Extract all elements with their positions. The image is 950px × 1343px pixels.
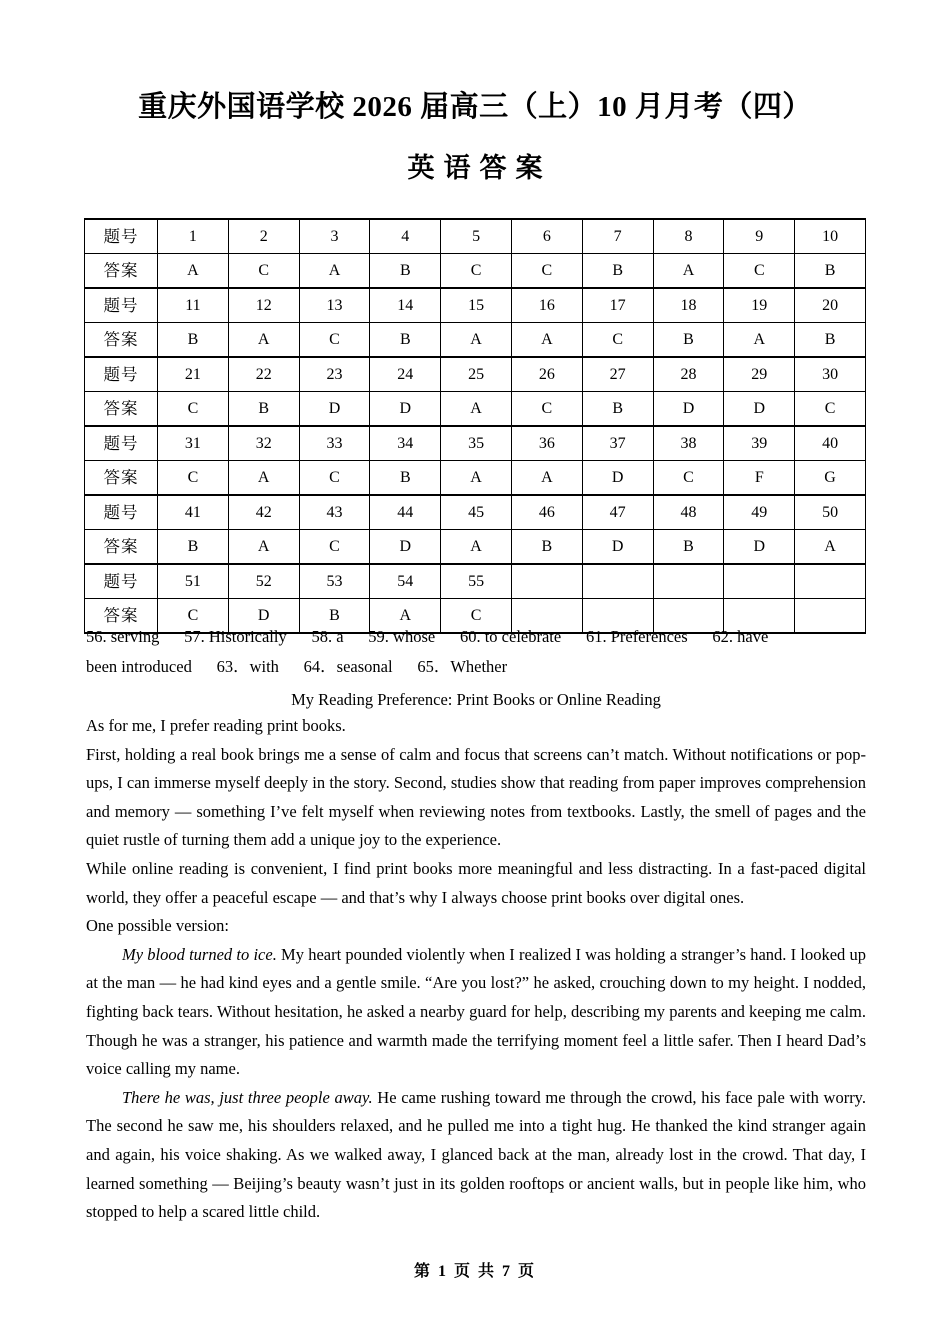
page-title: 重庆外国语学校 2026 届高三（上）10 月月考（四） — [138, 91, 812, 123]
table-row — [85, 495, 866, 530]
essay-paragraph: One possible version: — [86, 916, 229, 936]
answer-label-cell: 答案 — [85, 323, 158, 358]
fill-in-answers-line-1: 56. serving 57. Historically 58. a 59. whose 60. to celebrate 61. Preferences 62. have — [86, 627, 769, 646]
answer-value-cell: A — [158, 254, 229, 289]
answer-value-cell: C — [299, 530, 370, 565]
question-number-cell: 12 — [228, 288, 299, 323]
answer-value-cell: B — [228, 392, 299, 427]
question-number-cell: 13 — [299, 288, 370, 323]
table-row — [85, 357, 866, 392]
answer-label-cell: 答案 — [85, 599, 158, 634]
answer-value-cell: C — [158, 461, 229, 496]
answer-value-cell: G — [795, 461, 866, 496]
answer-value-cell: A — [795, 530, 866, 565]
table-row — [85, 323, 866, 358]
answer-value-cell: C — [724, 254, 795, 289]
answer-value-cell: C — [158, 599, 229, 634]
question-number-cell: 25 — [441, 357, 512, 392]
answer-value-cell: C — [511, 254, 582, 289]
answer-value-cell: A — [441, 323, 512, 358]
continuation-paragraph-1 — [86, 941, 866, 1084]
question-number-cell: 2 — [228, 219, 299, 254]
answer-value-cell: B — [370, 254, 441, 289]
question-number-cell: 36 — [511, 426, 582, 461]
question-label-cell: 题号 — [85, 495, 158, 530]
answer-value-cell: C — [582, 323, 653, 358]
question-number-cell: 17 — [582, 288, 653, 323]
answer-value-cell: A — [228, 530, 299, 565]
question-number-cell: 5 — [441, 219, 512, 254]
question-number-cell: 6 — [511, 219, 582, 254]
question-number-cell: 29 — [724, 357, 795, 392]
answer-value-cell: B — [158, 323, 229, 358]
essay-body — [86, 712, 866, 1227]
answer-value-cell: A — [653, 254, 724, 289]
question-number-cell: 22 — [228, 357, 299, 392]
question-number-cell: 26 — [511, 357, 582, 392]
answer-value-cell: A — [511, 461, 582, 496]
answer-value-cell: D — [299, 392, 370, 427]
question-number-cell: 54 — [370, 564, 441, 599]
question-number-cell: 32 — [228, 426, 299, 461]
question-number-cell: 1 — [158, 219, 229, 254]
question-number-cell: 55 — [441, 564, 512, 599]
continuation-italic-lead-1: My blood turned to ice. — [122, 944, 277, 964]
table-row — [85, 219, 866, 254]
answer-value-cell: B — [582, 392, 653, 427]
question-number-cell: 16 — [511, 288, 582, 323]
answer-value-cell: B — [511, 530, 582, 565]
answer-value-cell: D — [724, 392, 795, 427]
continuation-text-1: My heart pounded violently when I realized I was holding a stranger’s hand. I looked up at the man — he had kind eyes and a gentle smile. “Are you lost?” he asked, crouching down to my height. I nodded, fighting back tears. Without hesitation, he asked a nearby guard for help, describing my parents and keeping me calm. Though he was a stranger, his patience and warmth made the terrifying moment feel a little safer. Then I heard Dad’s voice calling my name. — [86, 944, 866, 1079]
answer-value-cell: C — [158, 392, 229, 427]
question-label-cell: 题号 — [85, 288, 158, 323]
answer-value-cell: A — [370, 599, 441, 634]
question-number-cell: 27 — [582, 357, 653, 392]
question-number-cell: 10 — [795, 219, 866, 254]
answer-key-table — [84, 218, 866, 634]
answer-value-cell: A — [441, 461, 512, 496]
question-number-cell: 45 — [441, 495, 512, 530]
question-number-cell — [653, 564, 724, 599]
answer-value-cell: C — [228, 254, 299, 289]
table-row — [85, 564, 866, 599]
page-footer: 第 1 页 共 7 页 — [413, 1263, 536, 1280]
question-number-cell: 46 — [511, 495, 582, 530]
answer-value-cell: B — [158, 530, 229, 565]
answer-value-cell: D — [370, 392, 441, 427]
question-number-cell: 28 — [653, 357, 724, 392]
question-number-cell: 24 — [370, 357, 441, 392]
answer-value-cell: A — [441, 530, 512, 565]
answer-value-cell: D — [653, 392, 724, 427]
question-number-cell: 3 — [299, 219, 370, 254]
answer-value-cell: C — [299, 323, 370, 358]
question-label-cell: 题号 — [85, 426, 158, 461]
question-number-cell: 51 — [158, 564, 229, 599]
question-number-cell: 33 — [299, 426, 370, 461]
question-number-cell: 30 — [795, 357, 866, 392]
question-number-cell: 11 — [158, 288, 229, 323]
fill-in-answers-line-2: been introduced 63．with 64．seasonal 65．Whether — [86, 657, 508, 676]
question-number-cell: 7 — [582, 219, 653, 254]
question-number-cell: 42 — [228, 495, 299, 530]
page-subtitle: 英语答案 — [407, 153, 552, 183]
question-number-cell: 35 — [441, 426, 512, 461]
question-number-cell: 37 — [582, 426, 653, 461]
question-number-cell: 19 — [724, 288, 795, 323]
question-number-cell: 21 — [158, 357, 229, 392]
answer-value-cell: B — [653, 530, 724, 565]
question-number-cell — [795, 564, 866, 599]
essay-paragraph: As for me, I prefer reading print books. — [86, 716, 346, 735]
answer-value-cell: B — [370, 461, 441, 496]
answer-value-cell: C — [441, 254, 512, 289]
question-number-cell: 48 — [653, 495, 724, 530]
question-number-cell — [511, 564, 582, 599]
table-row — [85, 530, 866, 565]
answer-label-cell: 答案 — [85, 461, 158, 496]
answer-value-cell: F — [724, 461, 795, 496]
question-number-cell: 9 — [724, 219, 795, 254]
question-number-cell: 43 — [299, 495, 370, 530]
answer-value-cell: D — [582, 530, 653, 565]
question-number-cell: 47 — [582, 495, 653, 530]
answer-label-cell: 答案 — [85, 392, 158, 427]
table-row — [85, 392, 866, 427]
table-row — [85, 254, 866, 289]
essay-title: My Reading Preference: Print Books or Online Reading — [291, 690, 661, 709]
question-number-cell: 41 — [158, 495, 229, 530]
answer-value-cell: B — [795, 254, 866, 289]
answer-value-cell: C — [441, 599, 512, 634]
answer-value-cell: A — [511, 323, 582, 358]
answer-value-cell: A — [441, 392, 512, 427]
answer-value-cell: B — [582, 254, 653, 289]
question-number-cell: 8 — [653, 219, 724, 254]
fill-in-answers — [86, 622, 866, 682]
question-label-cell: 题号 — [85, 357, 158, 392]
question-label-cell: 题号 — [85, 219, 158, 254]
question-number-cell: 39 — [724, 426, 795, 461]
question-number-cell: 44 — [370, 495, 441, 530]
table-row — [85, 461, 866, 496]
question-number-cell: 4 — [370, 219, 441, 254]
answer-label-cell: 答案 — [85, 254, 158, 289]
question-number-cell: 18 — [653, 288, 724, 323]
question-number-cell: 15 — [441, 288, 512, 323]
answer-label-cell: 答案 — [85, 530, 158, 565]
question-number-cell: 14 — [370, 288, 441, 323]
answer-value-cell: A — [724, 323, 795, 358]
question-number-cell: 34 — [370, 426, 441, 461]
answer-value-cell: B — [370, 323, 441, 358]
answer-value-cell: C — [511, 392, 582, 427]
question-number-cell — [582, 564, 653, 599]
answer-value-cell: D — [582, 461, 653, 496]
question-number-cell: 50 — [795, 495, 866, 530]
answer-value-cell: A — [228, 323, 299, 358]
answer-value-cell: A — [299, 254, 370, 289]
continuation-text-2: He came rushing toward me through the crowd, his face pale with worry. The second he saw me, his shoulders relaxed, and he pulled me into a tight hug. He thanked the kind stranger again and again, his voice shaking. As we walked away, I glanced back at the man, already lost in the crowd. That day, I learned something — Beijing’s beauty wasn’t just in its golden rooftops or ancient walls, but in people like him, who stopped to help a scared little child. — [86, 1087, 866, 1222]
question-number-cell: 40 — [795, 426, 866, 461]
question-number-cell: 52 — [228, 564, 299, 599]
answer-value-cell: D — [370, 530, 441, 565]
answer-value-cell: B — [653, 323, 724, 358]
question-number-cell — [724, 564, 795, 599]
answer-value-cell: D — [724, 530, 795, 565]
question-number-cell: 31 — [158, 426, 229, 461]
table-row — [85, 426, 866, 461]
essay-paragraph: First, holding a real book brings me a sense of calm and focus that screens can’t match. Without notifications or pop-ups, I can immerse myself deeply in the story. Second, studies show that reading from paper improves comprehension and memory — something I’ve felt myself when reviewing notes from textbooks. Lastly, the smell of pages and the quiet rustle of turning them add a unique joy to the experience. — [86, 744, 866, 850]
answer-value-cell: C — [653, 461, 724, 496]
essay-paragraph: While online reading is convenient, I find print books more meaningful and less distracting. In a fast-paced digital world, they offer a peaceful escape — and that’s why I always choose print books over digital ones. — [86, 858, 866, 907]
question-number-cell: 49 — [724, 495, 795, 530]
question-label-cell: 题号 — [85, 564, 158, 599]
answer-value-cell: B — [795, 323, 866, 358]
continuation-paragraph-2 — [86, 1084, 866, 1227]
answer-value-cell: B — [299, 599, 370, 634]
question-number-cell: 20 — [795, 288, 866, 323]
question-number-cell: 53 — [299, 564, 370, 599]
answer-value-cell: D — [228, 599, 299, 634]
table-row — [85, 288, 866, 323]
question-number-cell: 38 — [653, 426, 724, 461]
answer-value-cell: C — [795, 392, 866, 427]
answer-value-cell: A — [228, 461, 299, 496]
answer-value-cell: C — [299, 461, 370, 496]
question-number-cell: 23 — [299, 357, 370, 392]
continuation-italic-lead-2: There he was, just three people away. — [122, 1087, 373, 1107]
